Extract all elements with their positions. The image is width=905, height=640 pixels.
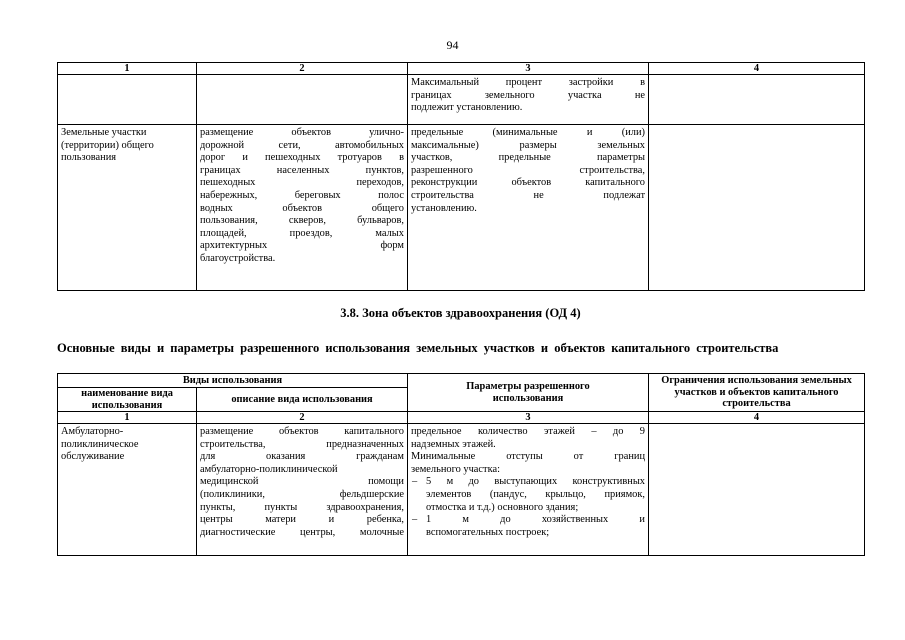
text-line: размещение объектов улично- [200,127,404,138]
parameters-cell [408,424,649,556]
header-row [58,374,865,388]
text-line: водных объектов общего [200,202,404,214]
use-description-cell [197,424,408,556]
text-line: пешеходных переходов, [200,177,404,189]
use-description-cell [197,75,408,125]
column-number: 2 [197,63,408,75]
parameters-header: Параметры разрешенного использования [408,374,649,412]
use-name-header: наименование вида использования [58,388,197,412]
text-line: Минимальные отступы от границ [411,451,645,463]
text-line: – 5 м до выступающих конструктивных [426,476,645,488]
text-line: набережных, береговых полос [200,189,404,201]
column-number: 3 [408,63,649,75]
text-line: отмостка и т.д.) основного здания; [426,501,579,513]
text-line: дорожной сети, автомобильных [200,139,404,151]
text-line: диагностические центры, молочные [200,526,404,538]
text-line: установлению. [411,202,477,214]
use-name-cell [58,125,197,291]
column-number: 3 [408,412,649,424]
parameters-cell [408,75,649,125]
text-line: предельные (минимальные и (или) [411,127,645,138]
column-number: 4 [649,412,865,424]
page-number: 94 [446,38,459,52]
text-line: благоустройства. [200,252,276,264]
text-line: участков, предельные параметры [411,152,645,164]
table-row [58,75,865,125]
text-line: медицинской помощи [200,476,404,488]
column-number: 1 [58,412,197,424]
parameters-cell [408,125,649,291]
column-number: 1 [58,63,197,75]
table-row [58,424,865,556]
restrictions-cell [649,125,865,291]
use-name-cell [58,424,197,556]
text-line: Земельные участки [61,127,147,138]
text-line: предельное количество этажей – до 9 [411,426,645,437]
text-line: строительства не подлежат [411,189,645,201]
list-item [411,514,645,539]
restrictions-cell [649,424,865,556]
restrictions-cell [649,75,865,125]
use-description-header: описание вида использования [197,388,408,412]
text-line: (поликлиники, фельдшерские [200,488,404,500]
text-line: поликлиническое [61,438,139,450]
table-row [58,125,865,291]
text-line: границах земельного участка не [411,89,645,101]
use-description-cell [197,125,408,291]
restrictions-header: Ограничения использования земельных участков и объектов капитального строительства [649,374,865,412]
list-item [411,476,645,514]
text-line: подлежит установлению. [411,102,523,114]
text-line: пользования, скверов, бульваров, [200,215,404,227]
text-line: разрешенного строительства, [411,164,645,176]
text-line: размещение объектов капитального [200,426,404,437]
text-line: амбулаторно-поликлинической [200,463,338,475]
text-line: для оказания гражданам [200,451,404,463]
text-line: обслуживание [61,451,125,463]
setback-list [411,476,645,539]
text-line: площадей, проездов, малых [200,227,404,239]
text-line: надземных этажей. [411,438,496,450]
text-line: Максимальный процент застройки в [411,77,645,88]
text-line: дорог и пешеходных тротуаров в [200,152,404,164]
text-line: земельного участка: [411,463,500,475]
text-line: – 1 м до хозяйственных и [426,514,645,526]
text-line: максимальные) размеры земельных [411,139,645,151]
use-name-cell [58,75,197,125]
section-title: 3.8. Зона объектов здравоохранения (ОД 4) [340,306,581,320]
top-table [57,62,865,291]
text-line: архитектурных форм [200,240,404,252]
text-line: пункты, пункты здравоохранения, [200,501,404,513]
column-number: 2 [197,412,408,424]
text-line: Амбулаторно- [61,426,124,437]
column-number: 4 [649,63,865,75]
zone-od4-table [57,373,865,556]
text-line: (территории) общего [61,139,154,151]
text-line: пользования [61,152,117,164]
column-number-row [58,63,865,75]
text-line: границах населенных пунктов, [200,164,404,176]
column-number-row [58,412,865,424]
types-of-use-header: Виды использования [58,374,408,388]
table-heading: Основные виды и параметры разрешенного использования земельных участков и объектов капитального строительства [57,341,779,355]
text-line: строительства, предназначенных [200,438,404,450]
text-line: реконструкции объектов капитального [411,177,645,189]
text-line: вспомогательных построек; [426,526,550,538]
text-line: центры матери и ребенка, [200,514,404,526]
text-line: элементов (пандус, крыльцо, приямок, [426,488,645,500]
